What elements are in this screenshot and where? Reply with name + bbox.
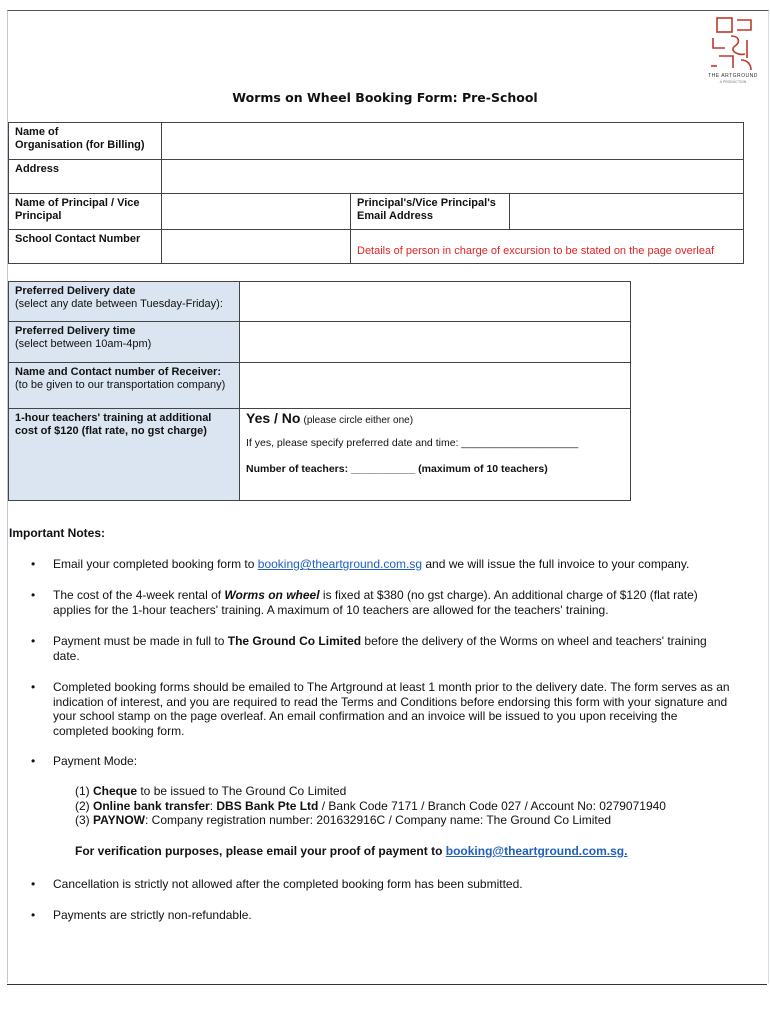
training-label: 1-hour teachers' training at additional cost of $120 (flat rate, no gst charge) bbox=[9, 409, 240, 501]
bullet-icon: • bbox=[31, 588, 36, 602]
delivery-time-label: Preferred Delivery time (select between 10am-4pm) bbox=[9, 322, 240, 363]
logo-caption: THE ARTGROUND bbox=[708, 73, 758, 79]
school-contact-field[interactable] bbox=[162, 230, 351, 264]
excursion-note: Details of person in charge of excursion to be stated on the page overleaf bbox=[351, 230, 744, 264]
booking-email-link[interactable]: booking@theartground.com.sg bbox=[257, 557, 423, 571]
logo-subcaption: A PRODUCTION bbox=[719, 80, 747, 84]
organisation-table bbox=[8, 122, 744, 264]
payment-mode-bank-transfer: (2) Online bank transfer: DBS Bank Pte Ltd / Bank Code 7171 / Branch Code 027 / Account No: 0279071940 bbox=[75, 798, 666, 813]
address-label: Address bbox=[9, 160, 162, 194]
principal-name-label: Name of Principal / Vice Principal bbox=[9, 194, 162, 230]
teachers-count-line[interactable]: Number of teachers: ___________ (maximum of 10 teachers) bbox=[246, 463, 548, 475]
note-email: • Email your completed booking form to booking@theartground.com.sg and we will issue the full invoice to your company. bbox=[31, 557, 690, 571]
payment-mode-paynow: (3) PAYNOW: Company registration number: 201632916C / Company name: The Ground Co Limited bbox=[75, 813, 612, 827]
note-refund: • Payments are strictly non-refundable. bbox=[31, 908, 252, 922]
receiver-label: Name and Contact number of Receiver: (to be given to our transportation company) bbox=[9, 363, 240, 409]
delivery-table bbox=[8, 281, 631, 501]
training-options bbox=[240, 409, 631, 501]
form-title: Worms on Wheel Booking Form: Pre-School bbox=[232, 90, 538, 105]
payment-mode-list bbox=[75, 784, 666, 828]
delivery-date-field[interactable] bbox=[240, 282, 631, 322]
receiver-field[interactable] bbox=[240, 363, 631, 409]
principal-email-field[interactable] bbox=[510, 194, 744, 230]
important-notes-heading: Important Notes: bbox=[9, 526, 105, 540]
delivery-time-field[interactable] bbox=[240, 322, 631, 363]
bullet-icon: • bbox=[31, 877, 36, 891]
note-completed-forms: • Completed booking forms should be emailed to The Artground at least 1 month prior to the delivery date. The form serves as an indication of interest, and you are required to read the Terms and Conditions before endorsing this form with your signature and your school stamp on the page overleaf. An email confirmation and an invoice will be issued to you upon receiving the completed booking form. bbox=[31, 680, 730, 738]
verification-note: For verification purposes, please email your proof of payment to booking@theartground.com.sg. bbox=[75, 844, 628, 858]
verification-email-link[interactable]: booking@theartground.com.sg. bbox=[445, 844, 628, 858]
organisation-name-field[interactable] bbox=[162, 123, 744, 160]
bullet-icon: • bbox=[31, 754, 36, 768]
bullet-icon: • bbox=[31, 908, 36, 922]
bullet-icon: • bbox=[31, 634, 36, 648]
organisation-name-label: Name of Organisation (for Billing) bbox=[9, 123, 162, 160]
preferred-date-line[interactable]: If yes, please specify preferred date and time: ____________________ bbox=[246, 437, 579, 449]
bottom-rule bbox=[7, 984, 767, 985]
bullet-icon: • bbox=[31, 680, 36, 694]
school-contact-label: School Contact Number bbox=[9, 230, 162, 264]
principal-email-label: Principal's/Vice Principal's Email Address bbox=[351, 194, 510, 230]
note-payment-mode: • Payment Mode: bbox=[31, 754, 138, 768]
yes-no-choice[interactable]: Yes / No bbox=[246, 410, 301, 426]
delivery-date-label: Preferred Delivery date (select any date between Tuesday-Friday): bbox=[9, 282, 240, 322]
note-cancellation: • Cancellation is strictly not allowed after the completed booking form has been submitted. bbox=[31, 877, 523, 891]
bullet-icon: • bbox=[31, 557, 36, 571]
principal-name-field[interactable] bbox=[162, 194, 351, 230]
note-payment: • Payment must be made in full to The Ground Co Limited before the delivery of the Worms on wheel and teachers' training date. bbox=[31, 634, 707, 663]
address-field[interactable] bbox=[162, 160, 744, 194]
circle-hint: (please circle either one) bbox=[303, 415, 414, 426]
payment-mode-cheque: (1) Cheque to be issued to The Ground Co Limited bbox=[75, 784, 347, 798]
note-cost: • The cost of the 4-week rental of Worms on wheel is fixed at $380 (no gst charge). An additional charge of $120 (flat rate) applies for the 1-hour teachers' training. A maximum of 10 teachers are allowed for the teachers' training. bbox=[31, 588, 698, 617]
